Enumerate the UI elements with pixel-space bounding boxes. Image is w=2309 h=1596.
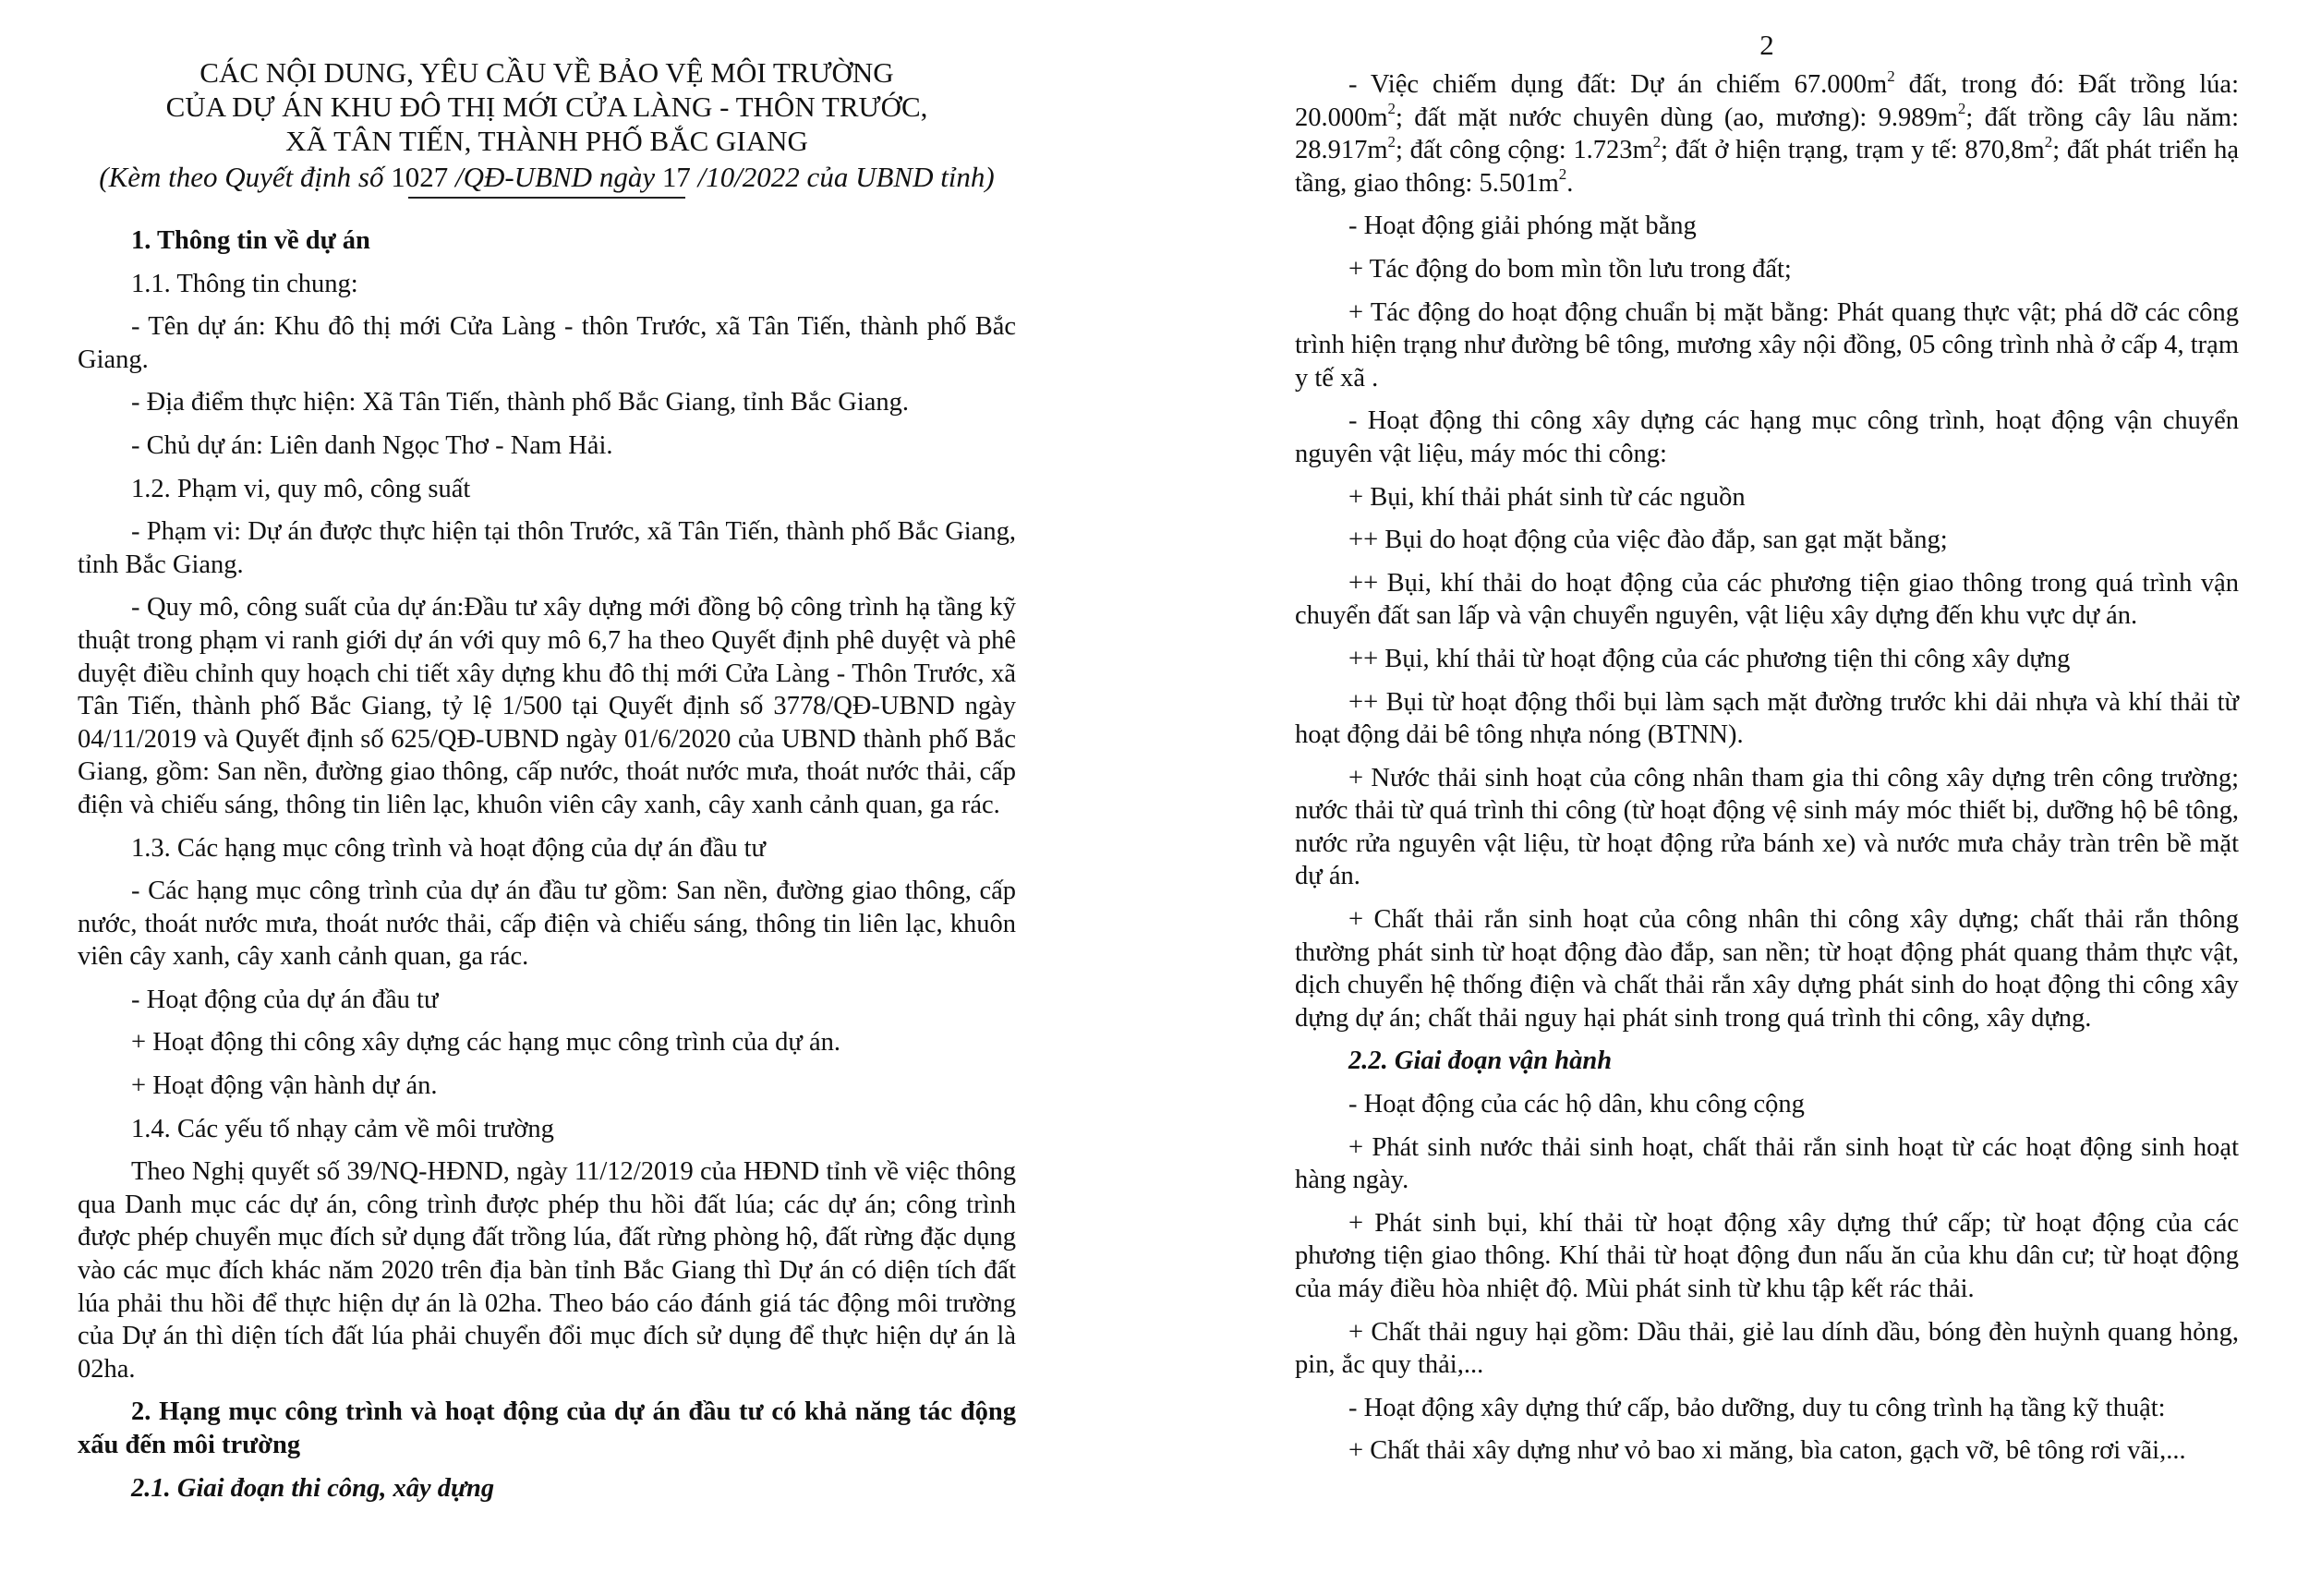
land-use-text-b: đất, trong đó: Đất trồng lúa: 20.000m bbox=[1295, 70, 2239, 132]
section-1-2-heading: 1.2. Phạm vi, quy mô, công suất bbox=[131, 474, 471, 503]
land-use-text-h: . bbox=[1566, 168, 1574, 198]
right-page bbox=[1295, 0, 2239, 1596]
paragraph-emissions: + Phát sinh bụi, khí thải từ hoạt động xây dựng thứ cấp; từ hoạt động của các phương tiện giao thông. Khí thải từ hoạt động đun nấu ăn của khu dân cư; từ hoạt động của máy điều hòa nhiệt độ. Mùi phát sinh từ khu tập kết rác thải. bbox=[1295, 1208, 2239, 1303]
section-1-1-heading: 1.1. Thông tin chung: bbox=[131, 269, 358, 298]
section-1-heading: 1. Thông tin về dự án bbox=[131, 226, 370, 255]
paragraph-dust-transport: ++ Bụi, khí thải do hoạt động của các phương tiện giao thông trong quá trình vận chuyển đất san lấp và vận chuyển nguyên, vật liệu xây dựng đến khu vực dự án. bbox=[1295, 568, 2239, 631]
title-line-1: CÁC NỘI DUNG, YÊU CẦU VỀ BẢO VỆ MÔI TRƯỜNG bbox=[199, 56, 894, 89]
land-use-text-a: - Việc chiếm dụng đất: Dự án chiếm 67.000m bbox=[1348, 70, 1888, 99]
land-use-text-d: ; đất trồng cây lâu năm: 28.917m bbox=[1295, 103, 2240, 165]
superscript: 2 bbox=[1652, 132, 1662, 151]
decision-reference bbox=[78, 160, 1016, 195]
superscript: 2 bbox=[1387, 100, 1396, 118]
page-number: 2 bbox=[1759, 29, 1774, 61]
paragraph-activities: - Hoạt động của dự án đầu tư bbox=[131, 985, 439, 1014]
paragraph-domestic-waste: + Phát sinh nước thải sinh hoạt, chất thải rắn sinh hoạt từ các hoạt động sinh hoạt hàng ngày. bbox=[1295, 1132, 2239, 1195]
paragraph-construction: - Hoạt động thi công xây dựng các hạng mục công trình, hoạt động vận chuyển nguyên vật liệu, máy móc thi công: bbox=[1295, 406, 2239, 468]
paragraph-operation-activity: + Hoạt động vận hành dự án. bbox=[131, 1071, 438, 1101]
superscript: 2 bbox=[1957, 100, 1966, 118]
superscript: 2 bbox=[1558, 165, 1567, 184]
paragraph-dust-asphalt: ++ Bụi từ hoạt động thổi bụi làm sạch mặt đường trước khi dải nhựa và khí thải từ hoạt động dải bê tông nhựa nóng (BTNN). bbox=[1295, 687, 2239, 750]
paragraph-secondary-construction: - Hoạt động xây dựng thứ cấp, bảo dưỡng, duy tu công trình hạ tầng kỹ thuật: bbox=[1348, 1393, 2166, 1422]
decision-day: 17 bbox=[661, 161, 691, 193]
left-page bbox=[78, 0, 1016, 1596]
ref-middle: /QĐ-UBND ngày bbox=[448, 161, 662, 193]
land-use-text-c: ; đất mặt nước chuyên dùng (ao, mương): 9.989m bbox=[1396, 103, 1958, 132]
paragraph-scale: - Quy mô, công suất của dự án:Đầu tư xây dựng mới đồng bộ công trình hạ tầng kỹ thuật trong phạm vi ranh giới dự án với quy mô 6,7 ha theo Quyết định phê duyệt và phê duyệt điều chỉnh quy hoạch chi tiết xây dựng khu đô thị mới Cửa Làng - Thôn Trước, xã Tân Tiến, thành phố Bắc Giang, tỷ lệ 1/500 tại Quyết định số 3778/QĐ-UBND ngày 04/11/2019 và Quyết định số 625/QĐ-UBND ngày 01/6/2020 của UBND thành phố Bắc Giang, gồm: San nền, đường giao thông, cấp nước, thoát nước mưa, thoát nước thải, cấp điện và chiếu sáng, thông tin liên lạc, khuôn viên cây xanh, cây xanh cảnh quan, ga rác. bbox=[78, 593, 1016, 819]
land-use-text-f: ; đất ở hiện trạng, trạm y tế: 870,8m bbox=[1661, 136, 2045, 165]
land-use-text-e: ; đất công cộng: 1.723m bbox=[1396, 136, 1653, 165]
paragraph-unexploded-ordnance: + Tác động do bom mìn tồn lưu trong đất; bbox=[1348, 254, 1792, 284]
land-use-text-g: ; đất phát triển hạ tầng, giao thông: 5.501m bbox=[1295, 136, 2239, 198]
section-1-4-heading: 1.4. Các yếu tố nhạy cảm về môi trường bbox=[131, 1114, 554, 1143]
paragraph-scope: - Phạm vi: Dự án được thực hiện tại thôn Trước, xã Tân Tiến, thành phố Bắc Giang, tỉnh Bắc Giang. bbox=[78, 517, 1016, 579]
paragraph-construction-activity: + Hoạt động thi công xây dựng các hạng mục công trình của dự án. bbox=[131, 1028, 840, 1058]
paragraph-households: - Hoạt động của các hộ dân, khu công cộng bbox=[1348, 1090, 1805, 1119]
paragraph-land-use bbox=[1295, 68, 2239, 200]
section-2-1-heading: 2.1. Giai đoạn thi công, xây dựng bbox=[131, 1473, 495, 1503]
superscript: 2 bbox=[1887, 66, 1895, 85]
section-1-3-heading: 1.3. Các hạng mục công trình và hoạt động của dự án đầu tư bbox=[131, 833, 767, 863]
superscript: 2 bbox=[1387, 132, 1396, 151]
section-2-heading: 2. Hạng mục công trình và hoạt động của dự án đầu tư có khả năng tác động xấu đến môi trường bbox=[78, 1397, 1016, 1459]
paragraph-dust-machinery: ++ Bụi, khí thải từ hoạt động của các phương tiện thi công xây dựng bbox=[1348, 644, 2071, 673]
paragraph-site-preparation: + Tác động do hoạt động chuẩn bị mặt bằng: Phát quang thực vật; phá dỡ các công trình hiện trạng như đường bê tông, mương xây nội đồng, 05 công trình nhà ở cấp 4, trạm y tế xã . bbox=[1295, 297, 2239, 393]
paragraph-construction-waste: + Chất thải xây dựng như vỏ bao xi măng, bìa caton, gạch vỡ, bê tông rơi vãi,... bbox=[1348, 1436, 2186, 1466]
paragraph-location: - Địa điểm thực hiện: Xã Tân Tiến, thành phố Bắc Giang, tỉnh Bắc Giang. bbox=[131, 388, 910, 417]
paragraph-project-name: - Tên dự án: Khu đô thị mới Cửa Làng - thôn Trước, xã Tân Tiến, thành phố Bắc Giang. bbox=[78, 312, 1016, 374]
paragraph-dust-earthwork: ++ Bụi do hoạt động của việc đào đắp, san gạt mặt bằng; bbox=[1348, 526, 1948, 555]
paragraph-hazardous-waste: + Chất thải nguy hại gồm: Dầu thải, giẻ lau dính dầu, bóng đèn huỳnh quang hỏng, pin, ắc quy thải,... bbox=[1295, 1317, 2239, 1380]
paragraph-wastewater: + Nước thải sinh hoạt của công nhân tham gia thi công xây dựng trên công trường; nước thải từ quá trình thi công (từ hoạt động vệ sinh máy móc thiết bị, dưỡng hộ bê tông, nước rửa nguyên vật liệu, từ hoạt động rửa bánh xe) và nước mưa chảy tràn trên bề mặt dự án. bbox=[1295, 763, 2239, 891]
paragraph-dust-sources: + Bụi, khí thải phát sinh từ các nguồn bbox=[1348, 482, 1746, 512]
decision-number: 1027 bbox=[391, 161, 449, 193]
ref-prefix: (Kèm theo Quyết định số bbox=[99, 161, 392, 193]
superscript: 2 bbox=[2044, 132, 2053, 151]
document-title bbox=[78, 55, 1016, 158]
title-line-3: XÃ TÂN TIẾN, THÀNH PHỐ BẮC GIANG bbox=[285, 125, 808, 157]
paragraph-work-items: - Các hạng mục công trình của dự án đầu tư gồm: San nền, đường giao thông, cấp nước, thoát nước mưa, thoát nước thải, cấp điện và chiếu sáng, thông tin liên lạc, khuôn viên cây xanh, cây xanh cảnh quan, ga rác. bbox=[78, 877, 1016, 972]
paragraph-site-clearance: - Hoạt động giải phóng mặt bằng bbox=[1348, 212, 1697, 241]
paragraph-sensitive-factors: Theo Nghị quyết số 39/NQ-HĐND, ngày 11/12/2019 của HĐND tỉnh về việc thông qua Danh mục các dự án, công trình được phép thu hồi đất lúa; các dự án; công trình được phép chuyển mục đích sử dụng đất trồng lúa, đất rừng phòng hộ, đất rừng đặc dụng vào các mục đích khác năm 2020 trên địa bàn tỉnh Bắc Giang thì Dự án có diện tích đất lúa phải thu hồi để thực hiện dự án là 02ha. Theo báo cáo đánh giá tác động môi trường của Dự án thì diện tích đất lúa phải chuyển đổi mục đích sử dụng để thực hiện dự án là 02ha. bbox=[78, 1157, 1016, 1384]
ref-suffix: /10/2022 của UBND tỉnh) bbox=[690, 161, 995, 193]
section-2-2-heading: 2.2. Giai đoạn vận hành bbox=[1348, 1046, 1613, 1076]
paragraph-owner: - Chủ dự án: Liên danh Ngọc Thơ - Nam Hải. bbox=[131, 430, 613, 460]
title-line-2: CỦA DỰ ÁN KHU ĐÔ THỊ MỚI CỬA LÀNG - THÔN TRƯỚC, bbox=[165, 91, 928, 123]
paragraph-solid-waste: + Chất thải rắn sinh hoạt của công nhân thi công xây dựng; chất thải rắn thông thường phát sinh từ hoạt động đào đắp, san nền; từ hoạt động phát quang thảm thực vật, dịch chuyển hệ thống điện và chất thải rắn xây dựng phát sinh do hoạt động thi công xây dựng dự án; chất thải nguy hại phát sinh trong quá trình thi công, xây dựng. bbox=[1295, 905, 2239, 1033]
